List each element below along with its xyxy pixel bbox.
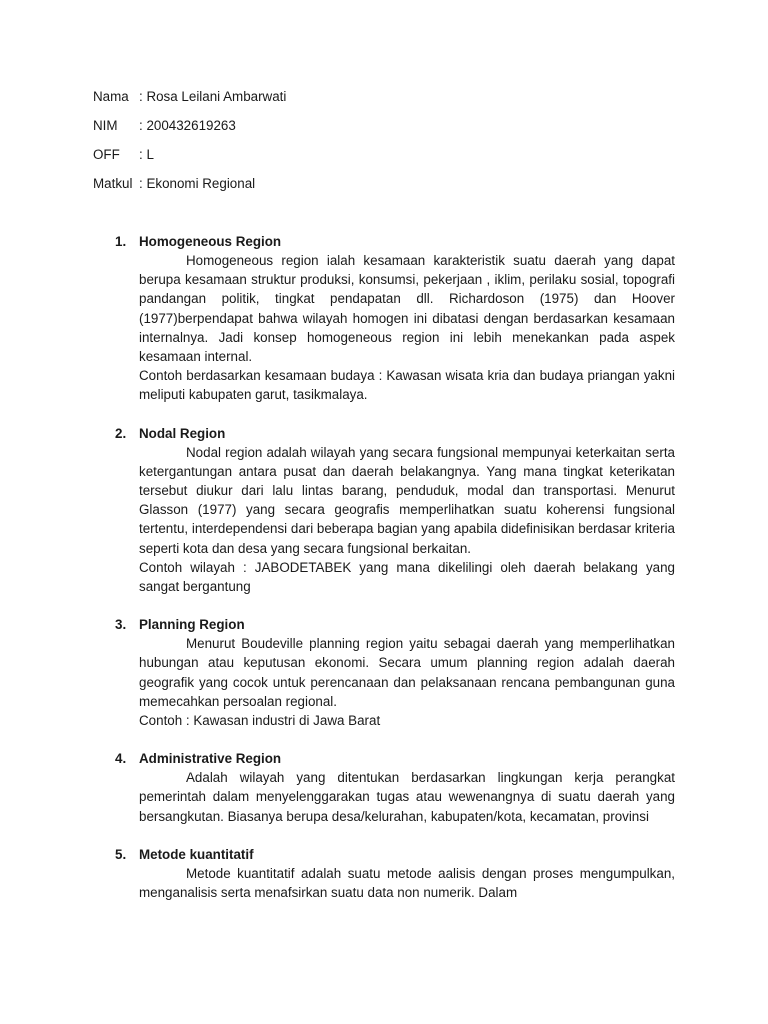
section-paragraph: Homogeneous region ialah kesamaan karakteristik suatu daerah yang dapat berupa kesamaan struktur produksi, konsumsi, pekerjaan , iklim, perilaku sosial, topografi pandangan politik, tingkat pendapatan dll. Richardoson (1975) dan Hoover (1977)berpendapat bahwa wilayah homogen ini dibatasi dengan berdasarkan kesamaan internalnya. Jadi konsep homogeneous region ini lebih menekankan pada aspek kesamaan internal.	[139, 253, 675, 365]
section-title	[115, 424, 675, 443]
section-title	[115, 615, 675, 634]
section-body	[139, 443, 675, 597]
section-example: Contoh : Kawasan industri di Jawa Barat	[139, 713, 381, 729]
info-label: NIM	[93, 118, 118, 133]
info-row-nim	[93, 117, 493, 146]
section-number: 4.	[115, 751, 127, 767]
section-planning-region	[115, 615, 675, 730]
section-heading: Homogeneous Region	[139, 234, 282, 249]
section-body	[139, 634, 675, 730]
section-administrative-region	[115, 749, 675, 826]
section-number: 3.	[115, 617, 127, 633]
section-title	[115, 232, 675, 251]
section-number: 2.	[115, 425, 127, 441]
section-heading: Administrative Region	[139, 751, 282, 767]
section-paragraph: Nodal region adalah wilayah yang secara fungsional mempunyai keterkaitan serta ketergantungan antara pusat dan daerah belakangnya. Yang mana tingkat keterikatan tersebut diukur dari lalu lintas barang, penduduk, modal dan transportasi. Menurut Glasson (1977) yang secara geografis memperlihatkan suatu koherensi fungsional tertentu, interdependensi dari beberapa bagian yang apabila didefinisikan berdasar kriteria seperti kota dan desa yang secara fungsional berkaitan.	[139, 444, 675, 556]
section-example: Contoh wilayah : JABODETABEK yang mana dikelilingi oleh daerah belakang yang sangat bergantung	[139, 559, 675, 595]
section-example: Contoh berdasarkan kesamaan budaya : Kawasan wisata kria dan budaya priangan yakni meliputi kabupaten garut, tasikmalaya.	[139, 368, 675, 403]
section-paragraph: Metode kuantitatif adalah suatu metode aalisis dengan proses mengumpulkan, menganalisis serta menafsirkan suatu data non numerik. Dalam	[139, 865, 675, 901]
info-row-nama	[93, 88, 493, 117]
section-heading: Nodal Region	[139, 425, 226, 441]
section-body	[139, 251, 675, 405]
section-body	[139, 768, 675, 826]
info-value: : Ekonomi Regional	[139, 176, 256, 191]
info-row-off	[93, 146, 493, 175]
info-label: Nama	[93, 89, 129, 104]
section-number: 5.	[115, 846, 127, 862]
info-value: : Rosa Leilani Ambarwati	[139, 89, 287, 104]
section-number: 1.	[115, 234, 127, 249]
numbered-list	[115, 232, 675, 921]
section-heading: Metode kuantitatif	[139, 846, 254, 862]
section-paragraph: Menurut Boudeville planning region yaitu sebagai daerah yang memperlihatkan hubungan atau keputusan ekonomi. Secara umum planning region adalah daerah geografik yang cocok untuk perencanaan dan pelaksanaan rencana pembangunan guna memecahkan persoalan regional.	[139, 636, 675, 709]
section-homogeneous-region	[115, 232, 675, 405]
info-label: Matkul	[93, 176, 133, 191]
info-row-matkul	[93, 175, 493, 204]
section-nodal-region	[115, 424, 675, 597]
section-paragraph: Adalah wilayah yang ditentukan berdasarkan lingkungan kerja perangkat pemerintah dalam menyelenggarakan tugas atau wewenangnya di suatu daerah yang bersangkutan. Biasanya berupa desa/kelurahan, kabupaten/kota, kecamatan, provinsi	[139, 770, 675, 824]
info-value: : 200432619263	[139, 118, 236, 133]
section-title	[115, 845, 675, 864]
student-info	[93, 88, 493, 204]
section-heading: Planning Region	[139, 617, 245, 633]
info-value: : L	[139, 147, 154, 162]
section-title	[115, 749, 675, 768]
section-body	[139, 864, 675, 902]
info-label: OFF	[93, 147, 120, 162]
section-metode-kuantitatif	[115, 845, 675, 902]
